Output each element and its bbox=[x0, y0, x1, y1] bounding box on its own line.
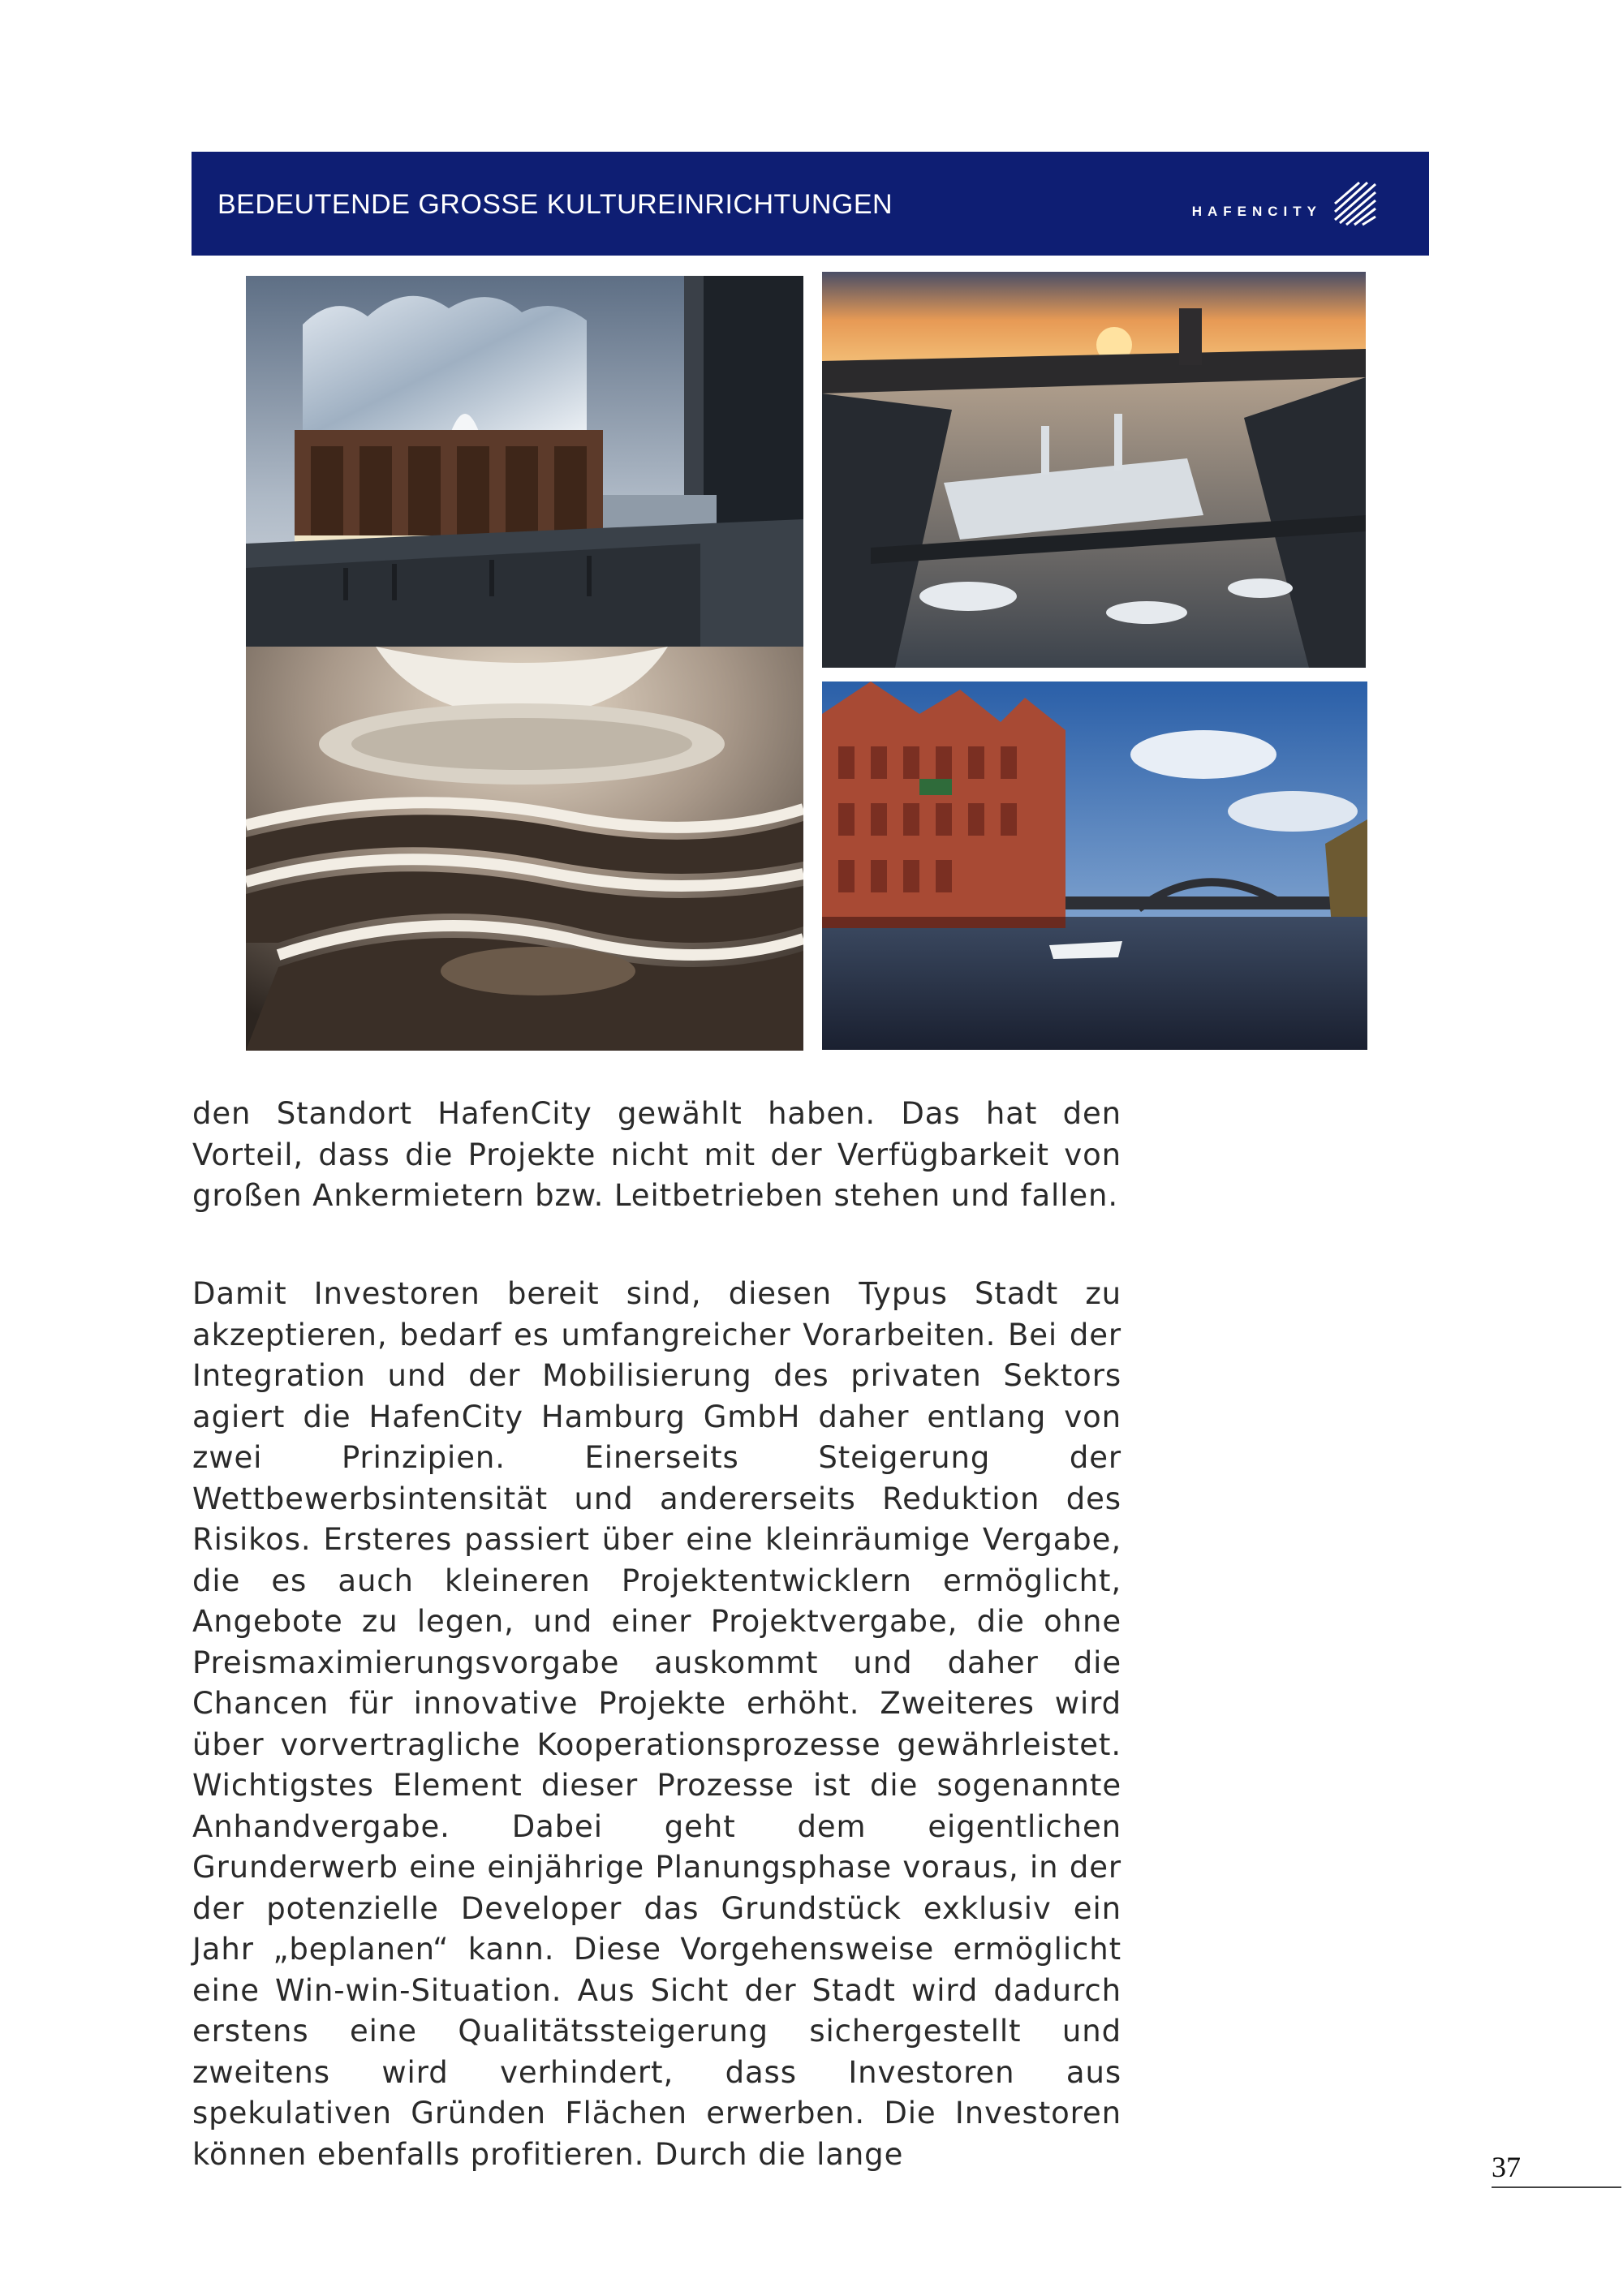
logo-wave-icon bbox=[1332, 179, 1379, 226]
page-number-rule bbox=[1492, 2186, 1621, 2188]
body-paragraph-1: den Standort HafenCity gewählt haben. Das hat den Vorteil, dass die Projekte nicht mit der Verfügbarkeit von großen Ankermietern bzw. Leitbetrieben stehen und fallen. bbox=[192, 1096, 1121, 1213]
body-paragraph-2: Damit Investoren bereit sind, diesen Typus Stadt zu akzeptieren, bedarf es umfangreicher Vorarbeiten. Bei der Integration und der Mobilisierung des privaten Sektors agiert die HafenCity Hamburg GmbH daher entlang von zwei Prinzipien. Einerseits Steigerung der Wettbewerbsintensität und andererseits Reduktion des Risikos. Ersteres passiert über eine kleinräumige Vergabe, die es auch kleineren Projektentwicklern ermöglicht, Angebote zu legen, und einer Projektvergabe, die ohne Preismaximierungsvorgabe auskommt und daher die Chancen für innovative Projekte erhöht. Zweiteres wird über vorvertragliche Kooperationsprozesse gewährleistet. Wichtigstes Element dieser Prozesse ist die sogenannte Anhandvergabe. Dabei geht dem eigentlichen Grunderwerb eine einjährige Planungsphase voraus, in der der potenzielle Developer das Grundstück exklusiv ein Jahr „beplanen“ kann. Diese Vorgehensweise ermöglicht eine Win-win-Situation. Aus Sicht der Stadt wird dadurch erstens eine Qualitätssteigerung sichergestellt und zweitens wird verhindert, dass Investoren aus spekulativen Gründen Flächen erwerben. Die Investoren können ebenfalls profitieren. Durch die lange bbox=[192, 1276, 1121, 2172]
page-number: 37 bbox=[1492, 2151, 1521, 2183]
hafencity-logo bbox=[1168, 179, 1379, 228]
elbphilharmonie-exterior-photo bbox=[246, 276, 803, 647]
logo-wordmark: HAFENCITY bbox=[1191, 204, 1322, 219]
speicherstadt-brick-buildings-photo bbox=[822, 681, 1367, 1050]
concert-hall-interior-photo bbox=[246, 647, 803, 1051]
harbor-sunset-photo bbox=[822, 272, 1366, 668]
section-header-banner bbox=[192, 152, 1429, 256]
section-title: BEDEUTENDE GROSSE KULTUREINRICHTUNGEN bbox=[217, 189, 893, 220]
